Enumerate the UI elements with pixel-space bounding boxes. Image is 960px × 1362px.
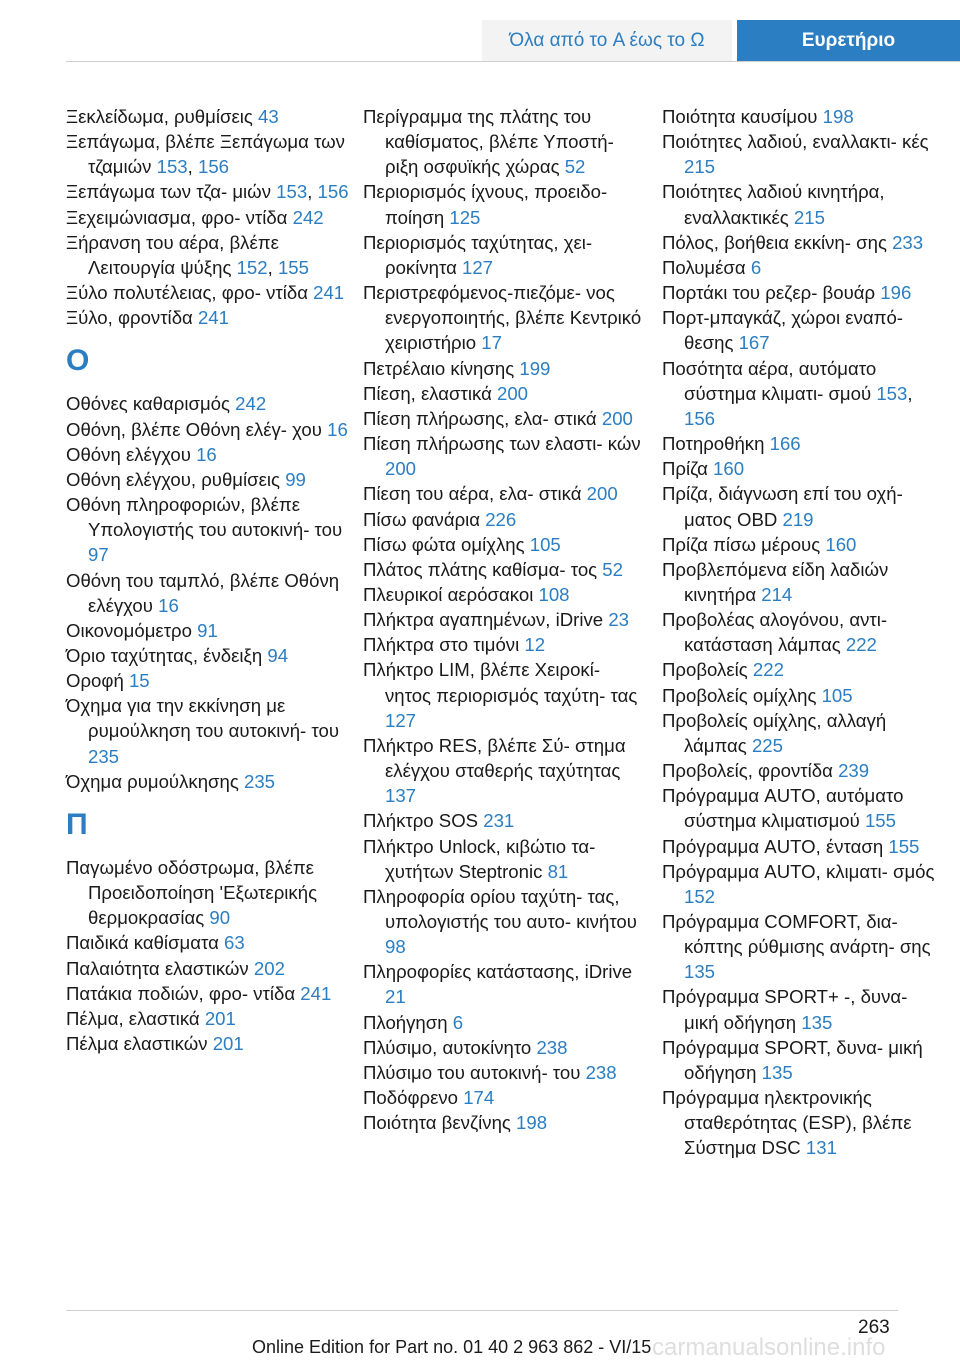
page-number: 263 bbox=[858, 1317, 890, 1338]
page-link[interactable]: 241 bbox=[197, 307, 229, 329]
page-link[interactable]: 202 bbox=[253, 957, 285, 979]
index-entry bbox=[66, 668, 350, 693]
page-link[interactable]: 215 bbox=[684, 156, 716, 178]
index-entry bbox=[66, 618, 350, 643]
page-link[interactable]: 108 bbox=[538, 583, 570, 605]
page-link[interactable]: 127 bbox=[385, 709, 417, 731]
index-entry bbox=[66, 205, 350, 230]
page-link[interactable]: 239 bbox=[838, 760, 870, 782]
index-term: Πέλμα ελαστικών bbox=[66, 1033, 208, 1054]
index-term: Περίγραμμα της πλάτης του καθίσματος, βλέπε Υποστή‐ ριξη οσφυϊκής χώρας bbox=[363, 106, 614, 178]
index-tab[interactable]: Ευρετήριο bbox=[737, 20, 960, 62]
page-link[interactable]: 222 bbox=[845, 634, 877, 656]
index-entry bbox=[363, 582, 647, 607]
page-link[interactable]: 153 bbox=[876, 382, 908, 404]
page-link[interactable]: 238 bbox=[585, 1061, 617, 1083]
index-entry bbox=[363, 1110, 647, 1135]
index-term: Πίσω φώτα ομίχλης bbox=[363, 533, 525, 555]
index-entry bbox=[363, 1085, 647, 1110]
index-term: Πρίζα bbox=[662, 458, 708, 480]
index-term: Οθόνη ελέγχου, ρυθμίσεις bbox=[66, 468, 281, 490]
index-term: Πορτ-μπαγκάζ, χώροι εναπό‐ θεσης bbox=[662, 307, 903, 354]
index-term: Πρόγραμμα SPORT+ -, δυνα‐ μική οδήγηση bbox=[662, 986, 908, 1033]
index-term: Πρόγραμμα SPORT, δυνα‐ μική οδήγηση bbox=[662, 1036, 923, 1083]
index-term: Πέλμα, ελαστικά bbox=[66, 1007, 200, 1029]
page-link[interactable]: 99 bbox=[285, 468, 306, 490]
index-term: Ξύλο πολυτέλειας, φρο‐ ντίδα bbox=[66, 282, 308, 304]
page-link[interactable]: 156 bbox=[684, 407, 716, 429]
page-link[interactable]: 15 bbox=[128, 670, 150, 692]
index-term: Πληροφορίες κατάστασης, iDrive bbox=[363, 961, 633, 983]
index-entry bbox=[363, 959, 647, 1009]
page-link[interactable]: 63 bbox=[224, 932, 245, 954]
page-link[interactable]: 225 bbox=[751, 734, 783, 756]
index-entry bbox=[363, 607, 647, 632]
index-entry bbox=[363, 507, 647, 532]
page-link[interactable]: 90 bbox=[209, 907, 231, 929]
index-entry: Ξήρανση του αέρα, βλέπε Λειτουργία ψύξης 152, 155 bbox=[66, 231, 309, 278]
index-term: Ξεπάγωμα των τζα‐ μιών bbox=[66, 181, 271, 203]
page-link[interactable]: 97 bbox=[88, 544, 109, 566]
index-term: Πόλος, βοήθεια εκκίνη‐ σης bbox=[662, 231, 887, 253]
index-term: Προβολείς ομίχλης, αλλαγή λάμπας bbox=[662, 709, 887, 756]
index-entry bbox=[66, 305, 350, 330]
index-entry bbox=[66, 643, 350, 668]
page-link[interactable]: 201 bbox=[204, 1007, 236, 1029]
page-link[interactable]: 81 bbox=[547, 860, 569, 882]
page-link[interactable]: 12 bbox=[524, 634, 546, 656]
index-column-2 bbox=[363, 104, 647, 1135]
page-link[interactable]: 241 bbox=[300, 982, 332, 1004]
index-entry bbox=[66, 104, 350, 129]
index-term: Πίεση πλήρωσης, ελα‐ στικά bbox=[363, 407, 597, 429]
index-term: Πλάτος πλάτης καθίσμα‐ τος bbox=[363, 558, 598, 580]
index-entry bbox=[363, 834, 647, 884]
page-link[interactable]: 156 bbox=[317, 181, 349, 203]
page-link[interactable]: 242 bbox=[292, 206, 324, 228]
index-entry bbox=[662, 255, 946, 280]
index-term: Ποδόφρενο bbox=[363, 1087, 459, 1109]
index-term: Όχημα για την εκκίνηση με ρυμούλκηση του αυτοκινή‐ του bbox=[66, 695, 339, 742]
index-term: Ποσότητα αέρα, αυτόματο σύστημα κλιματι‐ σμού bbox=[662, 357, 877, 404]
index-term: Προβολέας αλογόνου, αντι‐ κατάσταση λάμπας bbox=[662, 609, 888, 656]
index-entry bbox=[662, 129, 946, 179]
page-link[interactable]: 198 bbox=[822, 106, 854, 127]
index-term: Περιορισμός ταχύτητας, χει‐ ροκίνητα bbox=[363, 231, 593, 278]
index-entry: Ξεπάγωμα, βλέπε Ξεπάγωμα των τζαμιών 153, 156 bbox=[66, 131, 345, 178]
index-entry bbox=[66, 568, 350, 618]
index-term: Πλήκτρο SOS bbox=[363, 810, 479, 832]
index-entry bbox=[363, 808, 647, 833]
index-term: Πλύσιμο, αυτοκίνητο bbox=[363, 1036, 532, 1058]
index-entry bbox=[363, 1010, 647, 1035]
index-entry bbox=[662, 1085, 946, 1160]
index-term: Πρόγραμμα ηλεκτρονικής σταθερότητας (ESP), βλέπε Σύστημα DSC bbox=[662, 1087, 912, 1159]
index-term: Οθόνη του ταμπλό, βλέπε Οθόνη ελέγχου bbox=[66, 569, 340, 616]
page-link[interactable]: 6 bbox=[452, 1011, 464, 1033]
index-term: Οθόνη ελέγχου bbox=[66, 443, 191, 465]
page-link[interactable]: 200 bbox=[497, 382, 529, 404]
index-entry bbox=[66, 467, 350, 492]
index-term: Οικονομόμετρο bbox=[66, 619, 192, 641]
page-link[interactable]: 16 bbox=[196, 443, 217, 465]
page-link[interactable]: 153 bbox=[156, 156, 188, 178]
index-entry bbox=[66, 956, 350, 981]
page-link[interactable]: 152 bbox=[684, 885, 716, 907]
index-term: Πατάκια ποδιών, φρο‐ ντίδα bbox=[66, 982, 296, 1004]
index-entry bbox=[363, 557, 647, 582]
index-entry bbox=[363, 884, 647, 959]
index-term: Πρόγραμμα COMFORT, δια‐ κόπτης ρύθμισης ανάρτη‐ σης bbox=[662, 911, 931, 958]
index-term: Όριο ταχύτητας, ένδειξη bbox=[66, 644, 263, 666]
index-term: Πλήκτρα αγαπημένων, iDrive bbox=[363, 609, 604, 631]
index-term: Πρόγραμμα AUTO, αυτόματο σύστημα κλιματισμού bbox=[662, 785, 904, 832]
index-entry bbox=[363, 532, 647, 557]
index-term: Πρίζα πίσω μέρους bbox=[662, 533, 821, 555]
index-entry bbox=[662, 557, 946, 607]
index-entry bbox=[662, 834, 946, 859]
page-header bbox=[0, 0, 960, 62]
page-link[interactable]: 160 bbox=[713, 458, 745, 480]
page-link[interactable]: 226 bbox=[485, 508, 517, 530]
page-link[interactable]: 152 bbox=[236, 256, 268, 278]
index-entry bbox=[66, 769, 350, 794]
index-entry bbox=[662, 481, 946, 531]
index-entry bbox=[66, 280, 350, 305]
page-link[interactable]: 153 bbox=[276, 181, 308, 203]
index-term: Ποιότητες λαδιού κινητήρα, εναλλακτικές bbox=[662, 181, 885, 228]
index-term: Πλύσιμο του αυτοκινή‐ του bbox=[363, 1061, 581, 1083]
index-term: Ποιότητα καυσίμου bbox=[662, 106, 818, 127]
page-link[interactable]: 155 bbox=[864, 810, 896, 832]
page-link[interactable]: 135 bbox=[801, 1011, 833, 1033]
index-term: Προβολείς, φροντίδα bbox=[662, 760, 833, 782]
page-link[interactable]: 156 bbox=[198, 156, 230, 178]
index-entry: Ξεπάγωμα των τζα‐ μιών 153, 156 bbox=[66, 181, 349, 203]
index-entry bbox=[363, 1035, 647, 1060]
page-link[interactable]: 222 bbox=[752, 659, 784, 681]
page-link[interactable]: 238 bbox=[536, 1036, 568, 1058]
index-entry bbox=[662, 783, 946, 833]
footer-divider bbox=[66, 1310, 898, 1311]
page-link[interactable]: 174 bbox=[463, 1087, 495, 1109]
index-term: Οθόνη, βλέπε Οθόνη ελέγ‐ χου bbox=[66, 418, 322, 440]
index-term: Πίσω φανάρια bbox=[363, 508, 481, 530]
index-term: Πίεση, ελαστικά bbox=[363, 382, 492, 404]
index-entry bbox=[662, 456, 946, 481]
index-entry bbox=[662, 683, 946, 708]
index-term: Ποιότητα βενζίνης bbox=[363, 1112, 511, 1134]
watermark: carmanualsonline.info bbox=[652, 1334, 886, 1361]
index-entry bbox=[662, 532, 946, 557]
index-entry bbox=[363, 104, 647, 179]
page-link[interactable]: 135 bbox=[761, 1061, 793, 1083]
index-term: Προβλεπόμενα είδη λαδιών κινητήρα bbox=[662, 558, 889, 605]
section-letter: Π bbox=[66, 807, 88, 841]
index-entry bbox=[662, 984, 946, 1034]
index-entry bbox=[662, 708, 946, 758]
page-link[interactable]: 241 bbox=[313, 282, 345, 304]
page-link[interactable]: 235 bbox=[243, 770, 276, 792]
index-entry: Ποσότητα αέρα, αυτόματο σύστημα κλιματι‐ σμού 153, 156 bbox=[662, 357, 913, 429]
page-link[interactable]: 125 bbox=[449, 206, 481, 228]
index-entry bbox=[363, 657, 647, 732]
page-link[interactable]: 137 bbox=[385, 785, 417, 807]
page-link[interactable]: 160 bbox=[825, 533, 857, 555]
index-entry bbox=[66, 693, 350, 768]
page-link[interactable]: 155 bbox=[277, 256, 309, 278]
page-link[interactable]: 199 bbox=[519, 357, 551, 379]
index-entry bbox=[662, 607, 946, 657]
page-link[interactable]: 235 bbox=[88, 745, 120, 767]
page-link[interactable]: 52 bbox=[602, 558, 623, 580]
index-entry bbox=[662, 1035, 946, 1085]
page-link[interactable]: 155 bbox=[888, 835, 920, 857]
index-entry bbox=[66, 1006, 350, 1031]
index-term: Πίεση πλήρωσης των ελαστι‐ κών bbox=[363, 433, 641, 455]
page-link[interactable]: 127 bbox=[462, 256, 494, 278]
index-term: Πρόγραμμα AUTO, ένταση bbox=[662, 835, 884, 857]
index-term: Πίεση του αέρα, ελα‐ στικά bbox=[363, 483, 582, 505]
index-entry bbox=[363, 381, 647, 406]
index-entry bbox=[363, 431, 647, 481]
index-term: Προβολείς ομίχλης bbox=[662, 684, 817, 706]
page-link[interactable]: 131 bbox=[805, 1137, 837, 1159]
index-term: Οθόνη πληροφοριών, βλέπε Υπολογιστής του αυτοκινή‐ του bbox=[66, 494, 343, 541]
index-entry bbox=[363, 280, 647, 355]
index-term: Ξεχειμώνιασμα, φρο‐ ντίδα bbox=[66, 206, 288, 228]
page-link[interactable]: 200 bbox=[601, 407, 633, 429]
index-entry bbox=[662, 179, 946, 229]
page-link[interactable]: 21 bbox=[385, 986, 406, 1008]
index-term: Όχημα ρυμούλκησης bbox=[66, 770, 239, 792]
index-entry bbox=[363, 1060, 647, 1085]
page-link[interactable]: 52 bbox=[564, 156, 586, 178]
index-entry bbox=[363, 406, 647, 431]
index-entry bbox=[66, 855, 350, 930]
index-column-3 bbox=[662, 104, 946, 1161]
index-column-1 bbox=[66, 104, 350, 1056]
index-entry bbox=[66, 981, 350, 1006]
index-term: Πλήκτρο RES, βλέπε Σύ‐ στημα ελέγχου σταθερής ταχύτητας bbox=[363, 734, 626, 782]
index-term: Ξήρανση του αέρα, βλέπε Λειτουργία ψύξης bbox=[66, 231, 279, 278]
index-term: Πληροφορία ορίου ταχύτη‐ τας, υπολογιστής του αυτο‐ κινήτου bbox=[363, 885, 637, 932]
index-term: Ποιότητες λαδιού, εναλλακτι‐ κές bbox=[662, 131, 929, 153]
index-term: Πλοήγηση bbox=[363, 1011, 448, 1033]
index-term: Παιδικά καθίσματα bbox=[66, 932, 219, 954]
index-term: Πρόγραμμα AUTO, κλιματι‐ σμός bbox=[662, 860, 935, 882]
page-link[interactable]: 23 bbox=[608, 609, 629, 631]
header-divider bbox=[66, 61, 960, 62]
index-entry bbox=[66, 391, 350, 416]
page-link[interactable]: 17 bbox=[481, 332, 502, 354]
index-term: Πολυμέσα bbox=[662, 256, 746, 278]
index-term: Πλευρικοί αερόσακοι bbox=[363, 583, 534, 605]
page-link[interactable]: 105 bbox=[821, 684, 853, 706]
index-entry bbox=[363, 356, 647, 381]
index-entry bbox=[662, 859, 946, 909]
index-entry bbox=[662, 758, 946, 783]
index-entry bbox=[662, 909, 946, 984]
section-letter: Ο bbox=[66, 344, 90, 378]
page-link[interactable]: 219 bbox=[782, 508, 814, 530]
index-term: Περιστρεφόμενος-πιεζόμε‐ νος ενεργοποιητής, βλέπε Κεντρικό χειριστήριο bbox=[363, 282, 642, 354]
index-term: Παγωμένο οδόστρωμα, βλέπε Προειδοποίηση 'Εξωτερικής θερμοκρασίας bbox=[66, 856, 318, 929]
page-link[interactable]: 233 bbox=[892, 231, 924, 253]
index-entry bbox=[662, 657, 946, 682]
index-term: Προβολείς bbox=[662, 659, 748, 681]
index-term: Οροφή bbox=[66, 670, 124, 692]
index-entry bbox=[66, 442, 350, 467]
edition-footer: Online Edition for Part no. 01 40 2 963 862 - VI/15 bbox=[252, 1337, 652, 1357]
index-term: Πρίζα, διάγνωση επί του οχή‐ ματος OBD bbox=[662, 483, 903, 530]
index-entry bbox=[662, 280, 946, 305]
index-entry bbox=[363, 179, 647, 229]
index-term: Πλήκτρα στο τιμόνι bbox=[363, 634, 520, 656]
index-entry bbox=[66, 1031, 350, 1056]
index-entry bbox=[66, 492, 350, 567]
page-link[interactable]: 166 bbox=[769, 433, 801, 455]
index-entry bbox=[662, 431, 946, 456]
index-term: Πλήκτρο LIM, βλέπε Χειροκί‐ νητος περιορισμός ταχύτη‐ τας bbox=[363, 659, 638, 706]
index-term: Πορτάκι του ρεζερ‐ βουάρ bbox=[662, 282, 876, 304]
index-term: Παλαιότητα ελαστικών bbox=[66, 957, 249, 979]
index-entry bbox=[363, 733, 647, 808]
index-entry bbox=[662, 104, 946, 129]
index-entry bbox=[363, 632, 647, 657]
page-link[interactable]: 214 bbox=[761, 583, 793, 605]
index-entry bbox=[662, 230, 946, 255]
page-link[interactable]: 91 bbox=[197, 619, 218, 641]
page-link[interactable]: 98 bbox=[385, 936, 406, 958]
page-link[interactable]: 135 bbox=[684, 961, 716, 983]
page-link[interactable]: 198 bbox=[516, 1112, 548, 1134]
page-link[interactable]: 201 bbox=[212, 1033, 244, 1054]
page-link[interactable]: 242 bbox=[235, 393, 267, 415]
section-tab[interactable]: Όλα από το A έως το Ω bbox=[482, 20, 732, 62]
page-link[interactable]: 16 bbox=[327, 418, 348, 440]
page-link[interactable]: 6 bbox=[750, 256, 762, 278]
index-term: Οθόνες καθαρισμός bbox=[66, 393, 230, 415]
index-term: Πλήκτρο Unlock, κιβώτιο τα‐ χυτήτων Steptronic bbox=[363, 835, 596, 882]
page-link[interactable]: 94 bbox=[267, 644, 289, 666]
page-link[interactable]: 105 bbox=[529, 533, 561, 555]
index-term: Ποτηροθήκη bbox=[662, 433, 765, 455]
index-term: Περιορισμός ίχνους, προειδο‐ ποίηση bbox=[363, 181, 608, 228]
index-entry bbox=[363, 481, 647, 506]
page-link[interactable]: 167 bbox=[738, 332, 770, 354]
index-term: Ξύλο, φροντίδα bbox=[66, 307, 193, 329]
index-entry bbox=[662, 305, 946, 355]
index-term: Ξεπάγωμα, βλέπε Ξεπάγωμα των τζαμιών bbox=[66, 131, 345, 178]
page-link[interactable]: 215 bbox=[793, 206, 825, 228]
page-link[interactable]: 231 bbox=[483, 810, 515, 832]
page-link[interactable]: 200 bbox=[385, 458, 417, 480]
page-link[interactable]: 200 bbox=[586, 483, 618, 505]
index-term: Πετρέλαιο κίνησης bbox=[363, 357, 515, 379]
page-link[interactable]: 43 bbox=[258, 106, 279, 127]
index-entry bbox=[66, 930, 350, 955]
index-term: Ξεκλείδωμα, ρυθμίσεις bbox=[66, 106, 253, 127]
index-entry bbox=[66, 417, 350, 442]
page-link[interactable]: 16 bbox=[158, 594, 179, 616]
index-entry bbox=[363, 230, 647, 280]
page-link[interactable]: 196 bbox=[880, 282, 912, 304]
